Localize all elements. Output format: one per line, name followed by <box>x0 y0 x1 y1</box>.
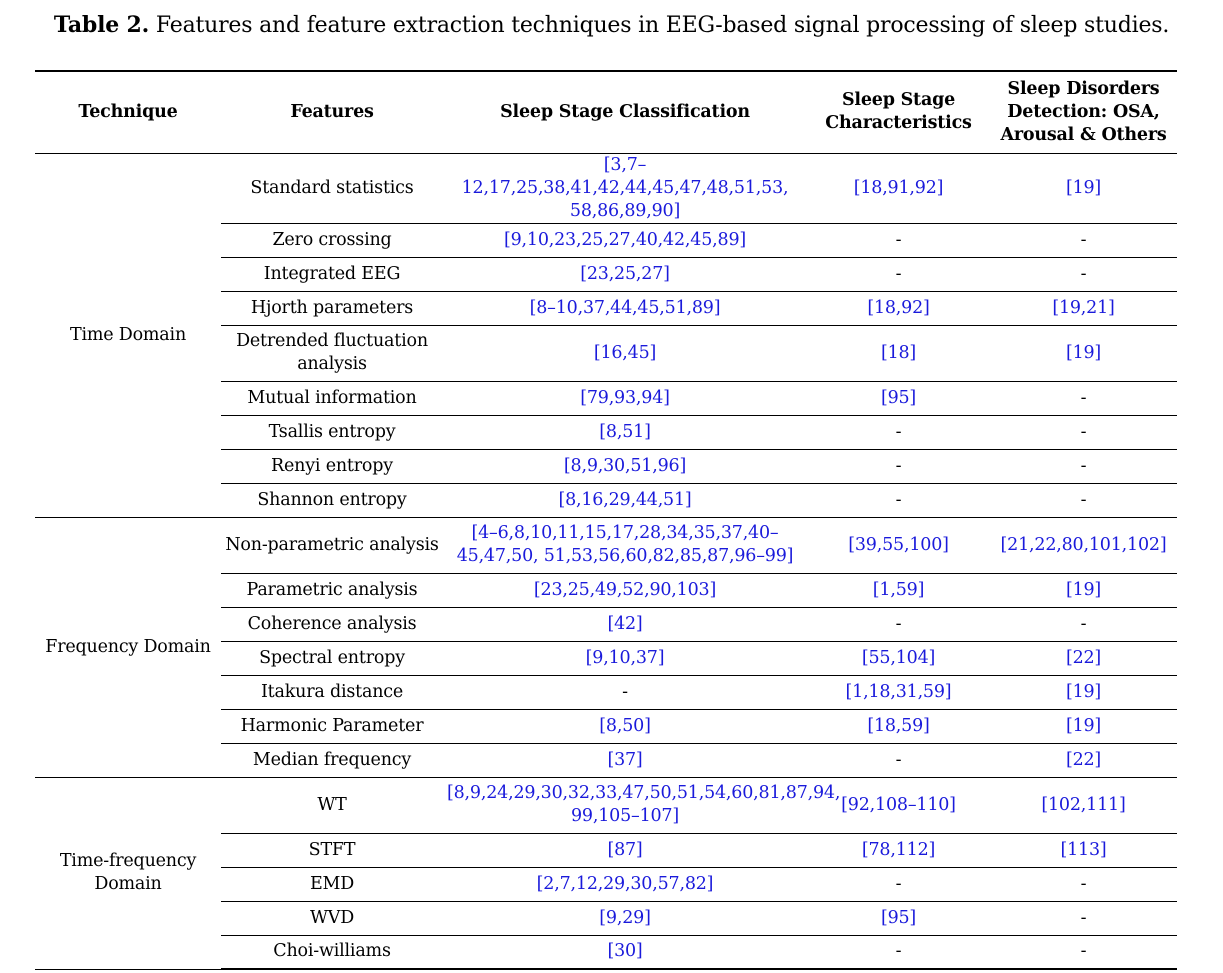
feature-cell: Detrended fluctuation analysis <box>221 325 443 381</box>
classification-cell[interactable]: [87] <box>443 833 807 867</box>
characteristics-cell[interactable]: [18,91,92] <box>807 153 990 223</box>
classification-cell[interactable]: [30] <box>443 935 807 969</box>
feature-cell: Harmonic Parameter <box>221 709 443 743</box>
feature-cell: Tsallis entropy <box>221 415 443 449</box>
classification-cell[interactable]: [16,45] <box>443 325 807 381</box>
classification-cell[interactable]: [8,51] <box>443 415 807 449</box>
classification-cell[interactable]: [42] <box>443 607 807 641</box>
characteristics-cell: - <box>807 483 990 517</box>
classification-cell[interactable]: [8,9,30,51,96] <box>443 449 807 483</box>
disorders-cell[interactable]: [19,21] <box>990 291 1177 325</box>
feature-cell: Spectral entropy <box>221 641 443 675</box>
characteristics-cell[interactable]: [95] <box>807 381 990 415</box>
feature-cell: Non-parametric analysis <box>221 517 443 573</box>
characteristics-cell: - <box>807 743 990 777</box>
disorders-cell: - <box>990 901 1177 935</box>
feature-cell: Standard statistics <box>221 153 443 223</box>
feature-cell: Median frequency <box>221 743 443 777</box>
classification-cell[interactable]: [9,10,23,25,27,40,42,45,89] <box>443 223 807 257</box>
technique-cell: Frequency Domain <box>35 517 221 777</box>
disorders-cell: - <box>990 867 1177 901</box>
characteristics-cell: - <box>807 935 990 969</box>
table-row <box>35 517 1177 573</box>
characteristics-cell[interactable]: [95] <box>807 901 990 935</box>
characteristics-cell: - <box>807 449 990 483</box>
classification-cell[interactable]: [8,16,29,44,51] <box>443 483 807 517</box>
feature-cell: Coherence analysis <box>221 607 443 641</box>
disorders-cell: - <box>990 381 1177 415</box>
characteristics-cell[interactable]: [18,92] <box>807 291 990 325</box>
characteristics-cell[interactable]: [92,108–110] <box>807 777 990 833</box>
feature-cell: Renyi entropy <box>221 449 443 483</box>
characteristics-cell[interactable]: [39,55,100] <box>807 517 990 573</box>
feature-cell: Zero crossing <box>221 223 443 257</box>
classification-cell[interactable]: [8,50] <box>443 709 807 743</box>
feature-cell: Hjorth parameters <box>221 291 443 325</box>
header-row <box>35 71 1177 153</box>
classification-cell[interactable]: [79,93,94] <box>443 381 807 415</box>
feature-cell: Itakura distance <box>221 675 443 709</box>
classification-cell[interactable]: [4–6,8,10,11,15,17,28,34,35,37,40–45,47,50, 51,53,56,60,82,85,87,96–99] <box>443 517 807 573</box>
classification-cell[interactable]: [8,9,24,29,30,32,33,47,50,51,54,60,81,87,94, 99,105–107] <box>443 777 807 833</box>
classification-cell[interactable]: [8–10,37,44,45,51,89] <box>443 291 807 325</box>
characteristics-cell: - <box>807 257 990 291</box>
disorders-cell: - <box>990 415 1177 449</box>
header-technique: Technique <box>35 71 221 153</box>
disorders-cell[interactable]: [22] <box>990 743 1177 777</box>
classification-cell[interactable]: [9,10,37] <box>443 641 807 675</box>
classification-cell[interactable]: [9,29] <box>443 901 807 935</box>
feature-cell: Mutual information <box>221 381 443 415</box>
disorders-cell[interactable]: [113] <box>990 833 1177 867</box>
disorders-cell: - <box>990 257 1177 291</box>
disorders-cell[interactable]: [19] <box>990 573 1177 607</box>
classification-cell[interactable]: [37] <box>443 743 807 777</box>
characteristics-cell[interactable]: [78,112] <box>807 833 990 867</box>
caption-text: Features and feature extraction techniques in EEG-based signal processing of sleep studies. <box>149 13 1170 38</box>
characteristics-cell: - <box>807 415 990 449</box>
characteristics-cell: - <box>807 867 990 901</box>
disorders-cell[interactable]: [22] <box>990 641 1177 675</box>
disorders-cell: - <box>990 607 1177 641</box>
header-characteristics: Sleep Stage Characteristics <box>807 71 990 153</box>
classification-cell[interactable]: [2,7,12,29,30,57,82] <box>443 867 807 901</box>
table-row <box>35 777 1177 833</box>
characteristics-cell: - <box>807 607 990 641</box>
feature-cell: Parametric analysis <box>221 573 443 607</box>
header-features: Features <box>221 71 443 153</box>
table-row <box>35 153 1177 223</box>
classification-cell[interactable]: [23,25,27] <box>443 257 807 291</box>
disorders-cell[interactable]: [21,22,80,101,102] <box>990 517 1177 573</box>
disorders-cell[interactable]: [19] <box>990 709 1177 743</box>
characteristics-cell: - <box>807 223 990 257</box>
feature-cell: Choi-williams <box>221 935 443 969</box>
classification-cell[interactable]: [3,7–12,17,25,38,41,42,44,45,47,48,51,53, 58,86,89,90] <box>443 153 807 223</box>
disorders-cell: - <box>990 223 1177 257</box>
header-classification: Sleep Stage Classification <box>443 71 807 153</box>
feature-cell: WT <box>221 777 443 833</box>
disorders-cell: - <box>990 483 1177 517</box>
table-caption <box>0 10 1223 41</box>
caption-label: Table 2. <box>53 12 150 38</box>
disorders-cell[interactable]: [102,111] <box>990 777 1177 833</box>
header-disorders: Sleep Disorders Detection: OSA, Arousal & Others <box>990 71 1177 153</box>
disorders-cell: - <box>990 449 1177 483</box>
feature-cell: STFT <box>221 833 443 867</box>
disorders-cell[interactable]: [19] <box>990 153 1177 223</box>
classification-cell[interactable]: [23,25,49,52,90,103] <box>443 573 807 607</box>
feature-cell: EMD <box>221 867 443 901</box>
characteristics-cell[interactable]: [18] <box>807 325 990 381</box>
feature-cell: Integrated EEG <box>221 257 443 291</box>
technique-cell: Time Domain <box>35 153 221 517</box>
disorders-cell: - <box>990 935 1177 969</box>
classification-cell: - <box>443 675 807 709</box>
characteristics-cell[interactable]: [1,18,31,59] <box>807 675 990 709</box>
disorders-cell[interactable]: [19] <box>990 675 1177 709</box>
feature-cell: Shannon entropy <box>221 483 443 517</box>
features-table <box>35 70 1177 970</box>
technique-cell: Time-frequency Domain <box>35 777 221 969</box>
characteristics-cell[interactable]: [55,104] <box>807 641 990 675</box>
feature-cell: WVD <box>221 901 443 935</box>
characteristics-cell[interactable]: [1,59] <box>807 573 990 607</box>
disorders-cell[interactable]: [19] <box>990 325 1177 381</box>
table-body <box>35 153 1177 969</box>
characteristics-cell[interactable]: [18,59] <box>807 709 990 743</box>
